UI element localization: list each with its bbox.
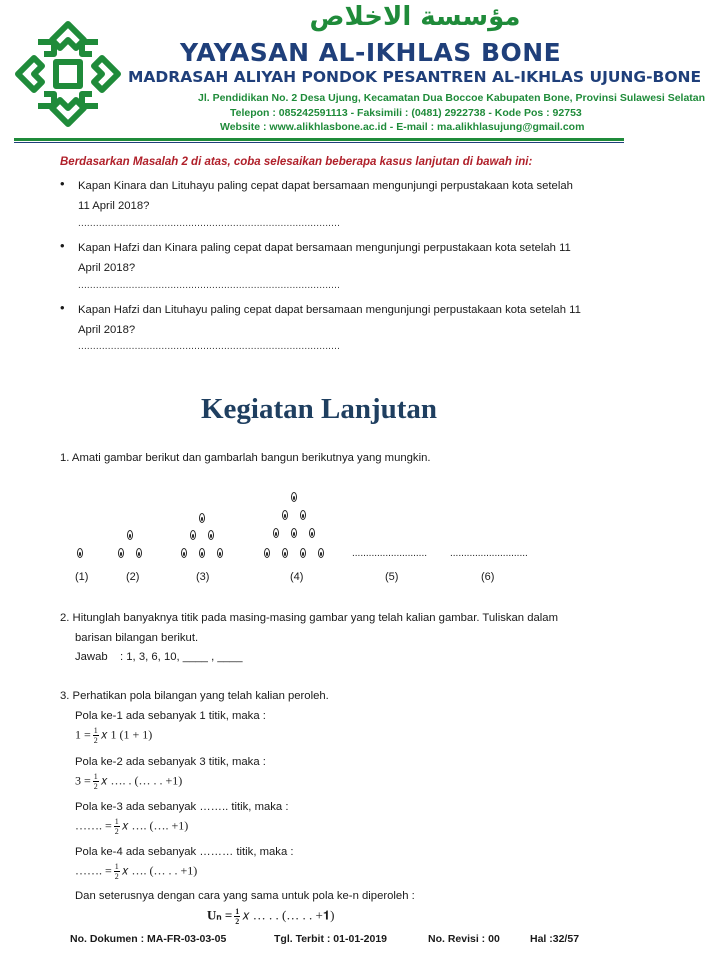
question-3: 3. Perhatikan pola bilangan yang telah kalian peroleh. bbox=[60, 690, 329, 702]
institution-logo bbox=[14, 18, 122, 130]
pattern-1-formula: 1 = $\frac{1}{2}$ 𝑥 1 (1 + 1) bbox=[75, 726, 153, 745]
dot bbox=[217, 548, 223, 558]
pattern-3-formula: ……. = $\frac{1}{2}$ 𝑥 …. (…. +1) bbox=[75, 817, 189, 836]
footer-revision: No. Revisi : 00 bbox=[428, 933, 500, 945]
phone-line: Telepon : 085242591113 - Faksimili : (0481) 2922738 - Kode Pos : 92753 bbox=[230, 107, 582, 119]
section-title: Kegiatan Lanjutan bbox=[200, 393, 438, 425]
question-1: 1. Amati gambar berikut dan gambarlah bangun berikutnya yang mungkin. bbox=[60, 452, 431, 464]
intro-text: Berdasarkan Masalah 2 di atas, coba selesaikan beberapa kasus lanjutan di bawah ini: bbox=[60, 156, 533, 168]
dot bbox=[318, 548, 324, 558]
dot bbox=[291, 528, 297, 538]
dot bbox=[273, 528, 279, 538]
school-name: MADRASAH ALIYAH PONDOK PESANTREN AL-IKHLAS UJUNG-BONE bbox=[128, 68, 702, 86]
dot bbox=[300, 510, 306, 520]
dot bbox=[190, 530, 196, 540]
bullet: • bbox=[60, 176, 65, 191]
arabic-title: مؤسسة الاخلاص bbox=[309, 2, 521, 32]
dot bbox=[77, 548, 83, 558]
blank-figure-5[interactable]: ........................... bbox=[352, 548, 428, 559]
bullet: • bbox=[60, 300, 65, 315]
figure-label-2: (2) bbox=[126, 571, 140, 583]
case-1: Kapan Kinara dan Lituhayu paling cepat dapat bersamaan mengunjungi perpustakaan kota setelah 11 April 2018? bbox=[78, 180, 573, 212]
org-name: YAYASAN AL-IKHLAS BONE bbox=[180, 38, 562, 67]
pattern-2-formula: 3 = $\frac{1}{2}$ 𝑥 …. . (… . . +1) bbox=[75, 772, 183, 791]
dot bbox=[199, 548, 205, 558]
case-2: Kapan Hafzi dan Kinara paling cepat dapat bersamaan mengunjungi perpustakaan kota setelah 11 April 2018? bbox=[78, 242, 571, 274]
dot bbox=[136, 548, 142, 558]
pattern-2-caption: Pola ke-2 ada sebanyak 3 titik, maka : bbox=[75, 756, 266, 768]
answer-line-2[interactable]: ........................................................................................ bbox=[78, 280, 341, 291]
dot bbox=[199, 513, 205, 523]
figure-label-3: (3) bbox=[196, 571, 210, 583]
dot bbox=[282, 510, 288, 520]
case-3: Kapan Hafzi dan Lituhayu paling cepat dapat bersamaan mengunjungi perpustakaan kota setelah 11 April 2018? bbox=[78, 304, 581, 336]
dot bbox=[282, 548, 288, 558]
figure-label-5: (5) bbox=[385, 571, 399, 583]
pattern-4-formula: ……. = $\frac{1}{2}$ 𝑥 …. (… . . +1) bbox=[75, 862, 198, 881]
general-formula: Uₙ = $\frac{1}{2}$ 𝑥 … . . (… . . +𝟏) bbox=[207, 907, 335, 926]
pattern-1-caption: Pola ke-1 ada sebanyak 1 titik, maka : bbox=[75, 710, 266, 722]
dot bbox=[118, 548, 124, 558]
bullet: • bbox=[60, 238, 65, 253]
blank-figure-6[interactable]: ............................ bbox=[450, 548, 528, 559]
dot bbox=[300, 548, 306, 558]
dot bbox=[181, 548, 187, 558]
figure-label-4: (4) bbox=[290, 571, 304, 583]
dot bbox=[127, 530, 133, 540]
pattern-3-caption: Pola ke-3 ada sebanyak …….. titik, maka : bbox=[75, 801, 289, 813]
figure-label-6: (6) bbox=[481, 571, 495, 583]
figure-label-1: (1) bbox=[75, 571, 89, 583]
address-line: Jl. Pendidikan No. 2 Desa Ujung, Kecamatan Dua Boccoe Kabupaten Bone, Provinsi Sulawesi Selatan bbox=[198, 92, 705, 104]
answer-line-1[interactable]: ........................................................................................ bbox=[78, 218, 341, 229]
pattern-4-caption: Pola ke-4 ada sebanyak ……… titik, maka : bbox=[75, 846, 294, 858]
general-pattern-text: Dan seterusnya dengan cara yang sama untuk pola ke-n diperoleh : bbox=[75, 890, 415, 902]
footer-doc-number: No. Dokumen : MA-FR-03-03-05 bbox=[70, 933, 227, 945]
header-divider-thin bbox=[14, 142, 624, 143]
question-2: 2. Hitunglah banyaknya titik pada masing-masing gambar yang telah kalian gambar. Tuliskan dalam barisan bilangan berikut. bbox=[60, 612, 558, 644]
footer-date: Tgl. Terbit : 01-01-2019 bbox=[274, 933, 388, 945]
dot bbox=[291, 492, 297, 502]
answer-line-3[interactable]: ........................................................................................ bbox=[78, 341, 341, 352]
answer-label: Jawab bbox=[75, 651, 108, 663]
dot bbox=[309, 528, 315, 538]
sequence-answer[interactable]: : 1, 3, 6, 10, ____ , ____ bbox=[120, 651, 243, 663]
website-line: Website : www.alikhlasbone.ac.id - E-mail : ma.alikhlasujung@gmail.com bbox=[220, 121, 585, 133]
dot bbox=[208, 530, 214, 540]
dot bbox=[264, 548, 270, 558]
footer-page: Hal :32/57 bbox=[530, 933, 580, 945]
header-divider bbox=[14, 138, 624, 141]
dot-figures bbox=[0, 480, 638, 560]
